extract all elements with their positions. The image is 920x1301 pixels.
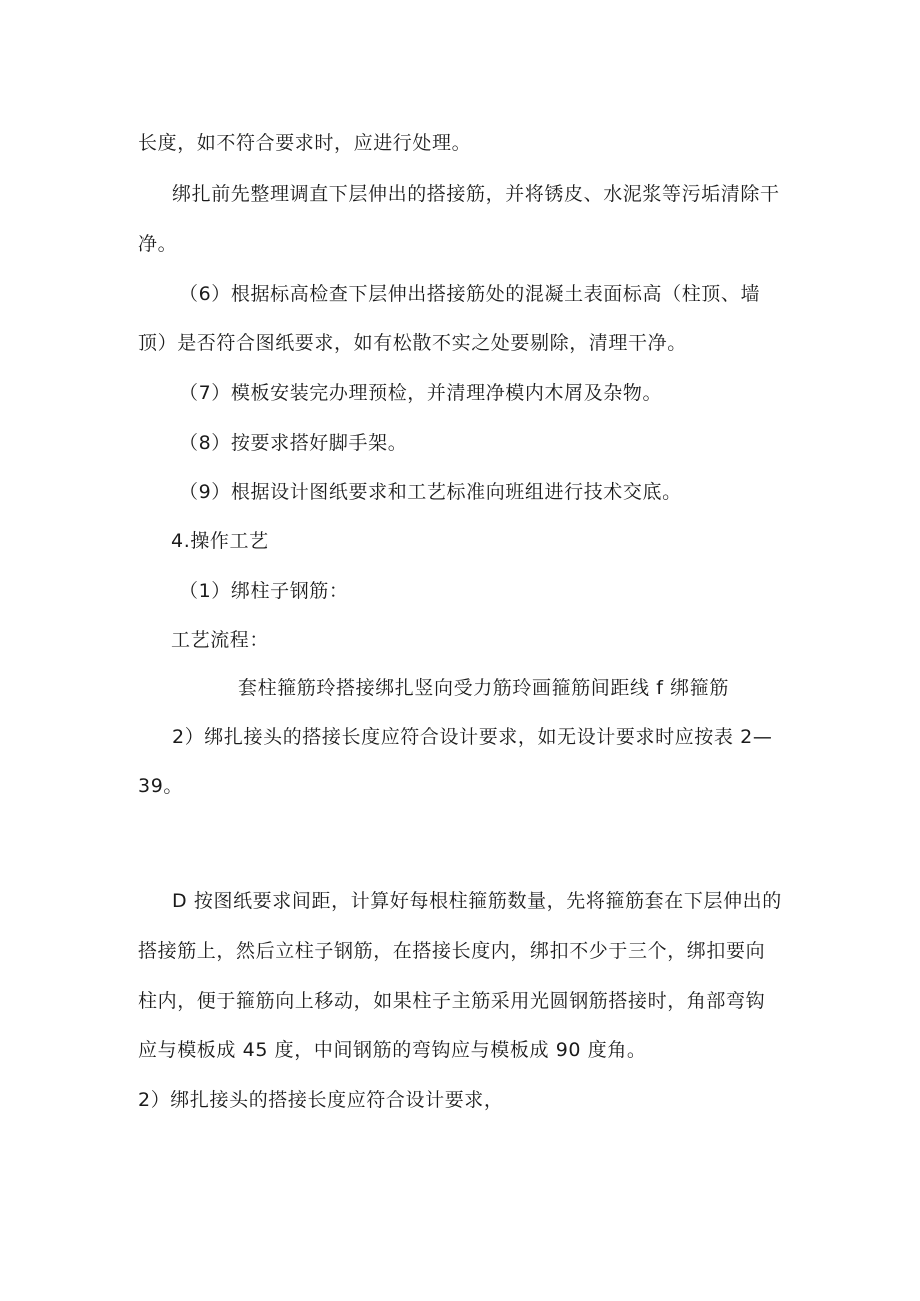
text-line-5: 顶）是否符合图纸要求，如有松散不实之处要剔除，清理干净。 [138,332,687,354]
text-line-4: （6）根据标高检查下层伸出搭接筋处的混凝土表面标高（柱顶、墙 [179,283,761,305]
text-line-6: （7）模板安装完办理预检，并清理净模内木屑及杂物。 [179,382,663,404]
text-line-2: 绑扎前先整理调直下层伸出的搭接筋，并将锈皮、水泥浆等污垢清除干 [172,183,780,205]
text-line-10: （1）绑柱子钢筋： [179,580,349,602]
section-heading: 4.操作工艺 [171,530,269,552]
text-line-8: （9）根据设计图纸要求和工艺标准向班组进行技术交底。 [179,481,682,503]
text-line-13: 2）绑扎接头的搭接长度应符合设计要求，如无设计要求时应按表 2— [172,726,773,748]
text-line-3: 净。 [138,233,178,255]
text-line-1: 长度，如不符合要求时，应进行处理。 [138,132,472,154]
text-line-14: 39。 [138,775,183,797]
text-line-11: 工艺流程： [171,629,270,651]
process-flow-line: 套柱箍筋玲搭接绑扎竖向受力筋玲画箍筋间距线 f 绑箍筋 [238,677,729,699]
text-line-18: 应与模板成 45 度，中间钢筋的弯钩应与模板成 90 度角。 [138,1039,647,1061]
text-line-19: 2）绑扎接头的搭接长度应符合设计要求， [138,1089,504,1111]
text-line-17: 柱内，便于箍筋向上移动，如果柱子主筋采用光圆钢筋搭接时，角部弯钩 [138,990,766,1012]
text-line-7: （8）按要求搭好脚手架。 [179,432,408,454]
text-line-16: 搭接筋上，然后立柱子钢筋，在搭接长度内，绑扣不少于三个，绑扣要向 [138,940,766,962]
text-line-15: D 按图纸要求间距，计算好每根柱箍筋数量，先将箍筋套在下层伸出的 [172,890,782,912]
